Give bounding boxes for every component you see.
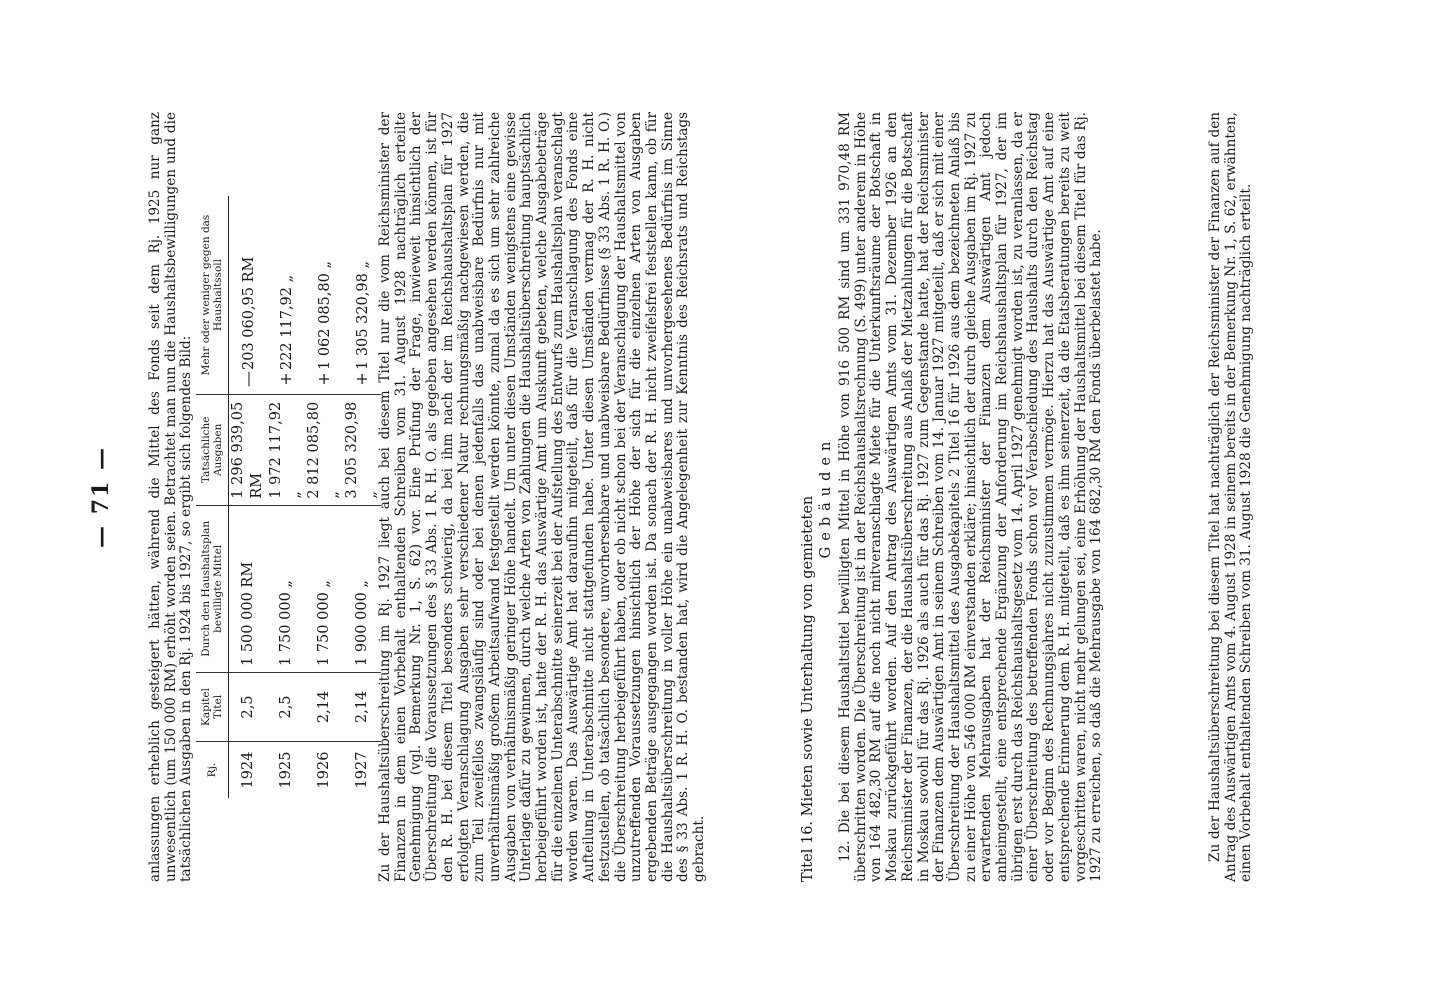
paragraph-12: 12. Die bei diesem Haushaltstitel bewilligten Mittel in Höhe von 916 500 RM sind um 331 970,48 RM überschritten worden. Die Überschreitung ist in der Reichshaushaltsrechnung (S. 499) unter anderem in Höhe von 164 482,30 RM auf die noch nicht mitveranschlagte Miete für die Unterkunftsräume der Botschaft in Moskau zurückgeführt worden. Auf den Antrag des Auswärtigen Amts vom 31. Dezember 1926 an den Reichsminister der Finanzen, der die Haushaltsüberschreitung aus Anlaß der Mietzahlungen für die Botschaft in Moskau sowohl für das Rj. 1926 als auch für das Rj. 1927 zum Gegenstande hatte, hat der Reichsminister der Finanzen dem Auswärtigen Amt in seinem Schreiben vom 14. Januar 1927 mitgeteilt, daß er sich mit einer Überschreitung der Haushaltsmittel des Ausgabekapitels 2 Titel 16 für 1926 aus dem bezeichneten Anlaß bis zu einer Höhe von 546 000 RM einverstanden erkläre; hinsichtlich der durch gleiche Ausgaben im Rj. 1927 zu erwartenden Mehrausgaben hat der Reichsminister der Finanzen dem Auswärtigen Amt jedoch anheimgestellt, eine entsprechende Ergänzung der Anforderung im Reichshaushaltsplan für 1927, der im übrigen erst durch das Reichshaushaltsgesetz vom 14. April 1927 genehmigt worden ist, zu veranlassen, da er einer Überschreitung des betreffenden Fonds schon vor Verabschiedung des Haushalts durch den Reichstag oder vor Beginn des Rechnungsjahres nicht zuzustimmen vermöge. Hierzu hat das Auswärtige Amt auf eine entsprechende Erinnerung dem R. H. mitgeteilt, daß es ihm seinerzeit, da die Etatsberatungen bereits zu weit vorgeschritten waren, nicht mehr gelungen sei, eine Erhöhung der Haushaltsmittel bei diesem Titel für das Rj. 1927 zu erreichen, so daß die Mehrausgabe von 164 682,30 RM den Fonds überbelastet habe.	[837, 112, 1105, 882]
cell-ausgaben: 1 296 939,05 RM	[229, 395, 268, 506]
cell-bewilligt: 1 500 000 RM	[229, 505, 268, 672]
page-number: — 71 —	[88, 446, 114, 548]
cell-year: 1926	[315, 751, 332, 789]
header-ausgaben: Tatsächliche Ausgaben	[196, 395, 229, 506]
overrun-paragraph: Zu der Haushaltsüberschreitung im Rj. 1927 liegt auch bei diesem Titel nur die vom Reichsminister der Finanzen in dem einen Vorbehalt enthaltenden Schreiben vom 31. August 1928 nachträglich erteilte Genehmigung (vgl. Bemerkung Nr. 1, S. 62) vor. Eine Prüfung der Frage, inwieweit hinsichtlich der Überschreitung die Voraussetzungen des § 33 Abs. 1 R. H. O. als gegeben angesehen werden können, ist für den R. H. bei diesem Titel besonders schwierig, da bei ihm nach der im Reichshaushaltsplan für 1927 erfolgten Veranschlagung Ausgaben sehr verschiedener Natur rechnungsmäßig nachgewiesen werden, die zum Teil zweifellos zwangsläufig sind oder bei denen jedenfalls das unabweisbare Bedürfnis nur mit unverhältnismäßig großem Arbeitsaufwand festgestellt werden könnte, zumal da es sich um sehr zahlreiche Ausgaben von verhältnismäßig geringer Höhe handelt. Um unter diesen Umständen wenigstens eine gewisse Unterlage dafür zu gewinnen, durch welche Arten von Zahlungen die Haushaltsüberschreitung hauptsächlich herbeigeführt worden ist, hatte der R. H. das Auswärtige Amt um Auskunft gebeten, welche Ausgabebeträge für die einzelnen Unterabschnitte seinerzeit bei der Aufstellung des Entwurfs zum Haushaltsplan veranschlagt worden waren. Das Auswärtige Amt hat daraufhin mitgeteilt, daß für die Veranschlagung des Fonds eine Aufteilung in Unterabschnitte nicht stattgefunden habe. Unter diesen Umständen vermag der R. H. nicht festzustellen, ob tatsächlich besondere, unvorhersehbare und unabweisbare Bedürfnisse (§ 33 Abs. 1 R. H. O.) die Überschreitung herbeigeführt haben, oder ob nicht schon bei der Veranschlagung der Haushaltsmittel von unzutreffenden Voraussetzungen hinsichtlich der Höhe der sich für die einzelnen Arten von Ausgaben ergebenden Beträge ausgegangen worden ist. Da sonach der R. H. nicht zweifelsfrei feststellen kann, ob für die Haushaltsüberschreitung in voller Höhe ein unabweisbares und unvorhergesehenes Bedürfnis im Sinne des § 33 Abs. 1 R. H. O. bestanden hat, wird die Angelegenheit zur Kenntnis des Reichsrats und Reichstags gebracht.	[377, 112, 708, 882]
table-header-row	[196, 196, 229, 798]
table-row	[305, 196, 343, 798]
diff-value: 1 305 320,98 „	[354, 261, 371, 371]
cell-year: 1925	[277, 751, 294, 789]
cell-kapitel: 2,5	[267, 673, 305, 742]
cell-differenz	[229, 196, 268, 395]
cell-year: 1927	[353, 751, 370, 789]
header-differenz: Mehr oder weniger gegen das Haushaltssoll	[196, 196, 229, 395]
header-kapitel-titel: Kapitel Titel	[196, 673, 229, 742]
table-row	[229, 196, 268, 798]
cell-bewilligt: 1 750 000 „	[267, 505, 305, 672]
diff-value: 222 117,92 „	[278, 274, 295, 371]
sign: +	[351, 372, 371, 386]
digitization-credit	[1420, 10, 1434, 990]
table-row	[267, 196, 305, 798]
header-bewilligt: Durch den Haushaltsplan bewilligte Mittel	[196, 505, 229, 672]
section-heading-title16: Titel 16. Mieten sowie Unterhaltung von gemieteten	[800, 495, 816, 882]
cell-ausgaben: 1 972 117,92 „	[267, 395, 305, 506]
cell-bewilligt: 1 900 000 „	[343, 505, 381, 672]
cell-differenz	[267, 196, 305, 395]
header-year: Rj.	[196, 742, 229, 799]
cell-ausgaben: 2 812 085,80 „	[305, 395, 343, 506]
budget-table	[196, 196, 381, 798]
sign: +	[313, 372, 333, 386]
cell-bewilligt: 1 750 000 „	[305, 505, 343, 672]
diff-value: 203 060,95 RM	[240, 256, 257, 371]
sign: —	[237, 371, 257, 388]
cell-differenz	[305, 196, 343, 395]
closing-paragraph: Zu der Haushaltsüberschreitung bei diesem Titel hat nachträglich der Reichsminister der Finanzen auf den Antrag des Auswärtigen Amts vom 4. August 1928 in seinem bereits in der Bemerkung Nr. 1, S. 62, erwähnten, einen Vorbehalt enthaltenden Schreiben vom 31. August 1928 die Genehmigung nachträglich erteilt.	[1207, 112, 1255, 882]
intro-paragraph: anlassungen erheblich gesteigert hätten, während die Mittel des Fonds seit dem Rj. 1925 nur ganz unwesentlich (um 150 000 RM) erhöht worden seien. Betrachtet man nun die Haushaltsbewilligungen und die tatsächlichen Ausgaben in den Rj. 1924 bis 1927, so ergibt sich folgendes Bild:	[147, 112, 195, 882]
section-heading-title16-cont: Gebäuden	[818, 435, 834, 559]
cell-kapitel: 2,5	[229, 673, 268, 742]
sign: +	[275, 372, 295, 386]
cell-kapitel: 2,14	[343, 673, 381, 742]
cell-year: 1924	[239, 751, 256, 789]
cell-differenz	[343, 196, 381, 395]
cell-ausgaben: 3 205 320,98 „	[343, 395, 381, 506]
table-row	[343, 196, 381, 798]
cell-kapitel: 2,14	[305, 673, 343, 742]
diff-value: 1 062 085,80 „	[316, 261, 333, 371]
